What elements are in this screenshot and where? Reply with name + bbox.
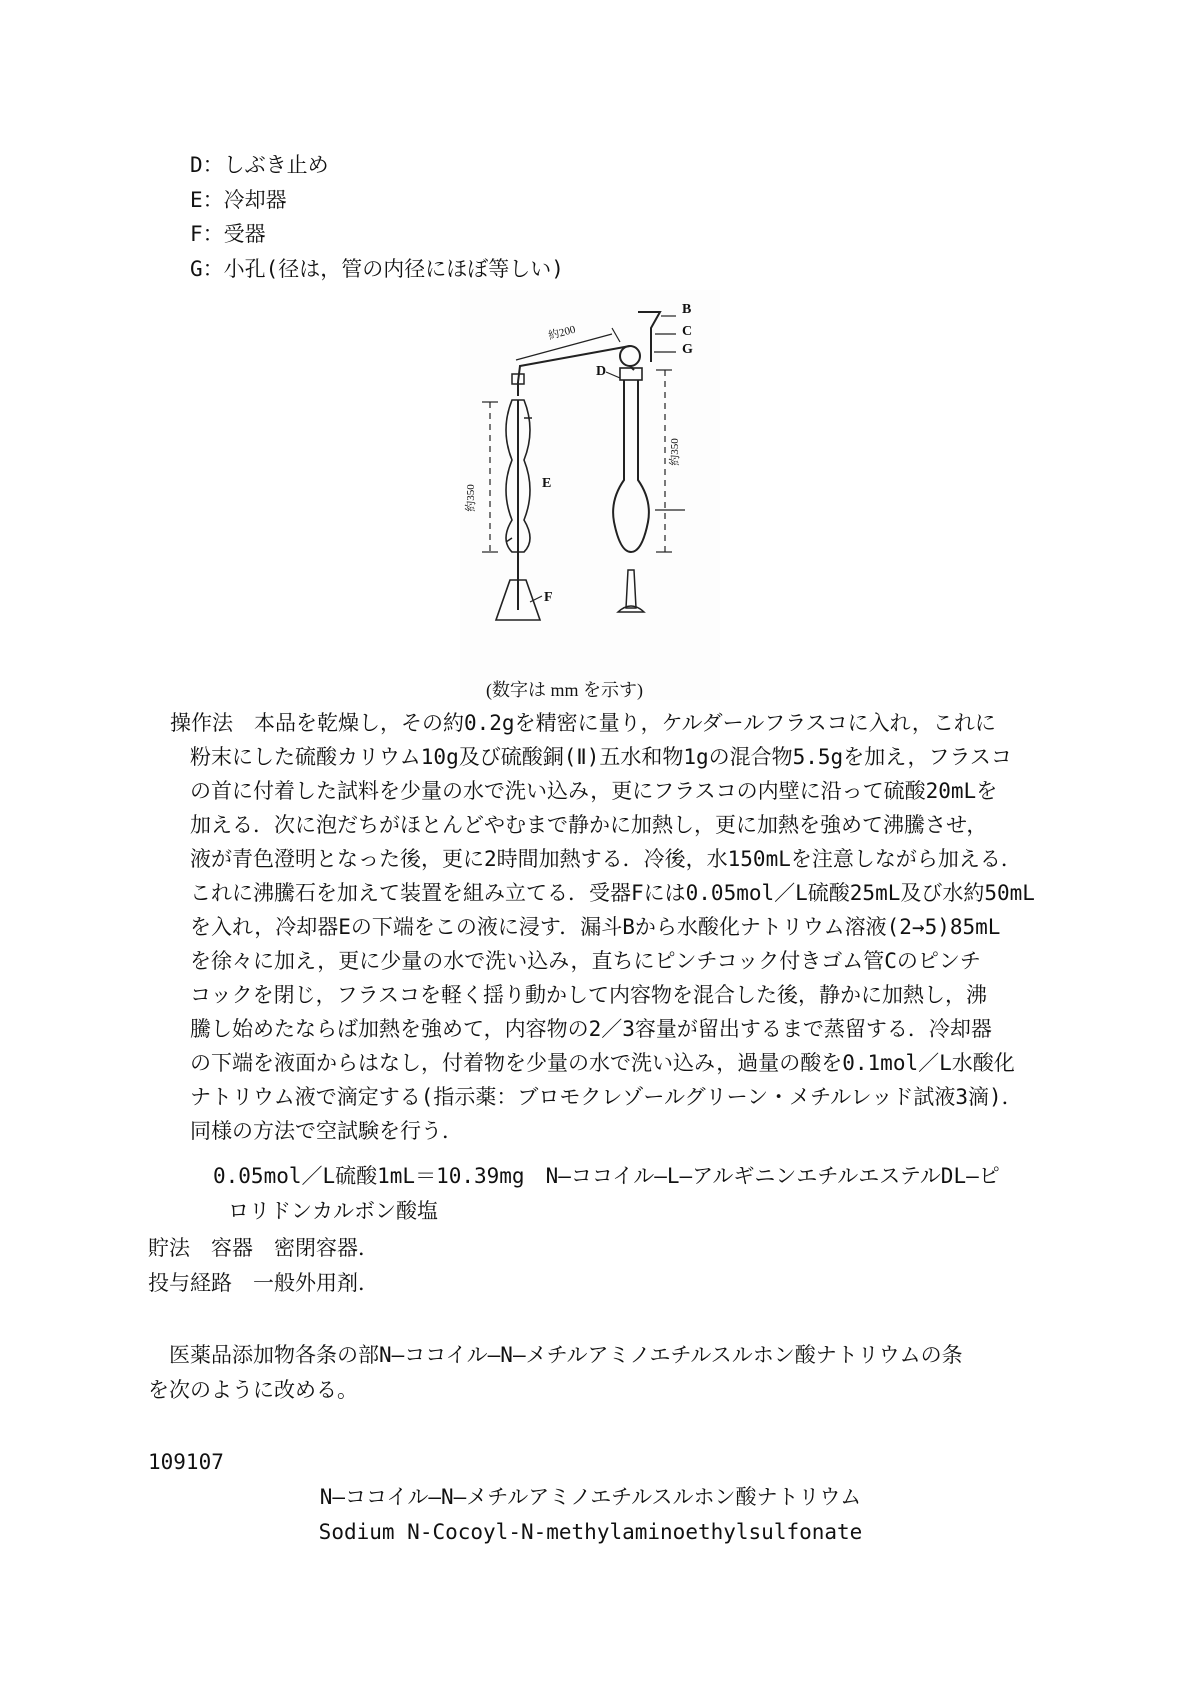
- procedure-line-11: の下端を液面からはなし，付着物を少量の水で洗い込み，過量の酸を0.1mol／L水酸化: [190, 1051, 1015, 1075]
- amendment-line-2: を次のように改める。: [148, 1378, 358, 1402]
- item-code: 109107: [148, 1450, 224, 1474]
- procedure-line-10: 騰し始めたならば加熱を強めて，内容物の2／3容量が留出するまで蒸留する．冷却器: [190, 1017, 992, 1041]
- storage-line: 貯法 容器 密閉容器．: [148, 1236, 379, 1260]
- legend-d: D：しぶき止め: [190, 153, 329, 177]
- label-d: D: [596, 364, 607, 379]
- procedure-line-6: これに沸騰石を加えて装置を組み立てる．受器Fには0.05mol／L硫酸25mL及び水約50mL: [190, 881, 1035, 905]
- legend-e: E：冷却器: [190, 188, 287, 212]
- formula-line-2: ロリドンカルボン酸塩: [228, 1199, 438, 1223]
- label-g: G: [682, 342, 693, 357]
- procedure-line-12: ナトリウム液で滴定する(指示薬：ブロモクレゾールグリーン・メチルレッド試液3滴)．: [190, 1085, 1023, 1109]
- procedure-line-9: コックを閉じ，フラスコを軽く揺り動かして内容物を混合した後，静かに加熱し，沸: [190, 983, 987, 1007]
- label-b: B: [682, 302, 692, 317]
- label-f: F: [544, 590, 553, 605]
- route-line: 投与経路 一般外用剤．: [148, 1271, 379, 1295]
- legend-f: F：受器: [190, 222, 266, 246]
- procedure-line-3: の首に付着した試料を少量の水で洗い込み，更にフラスコの内壁に沿って硫酸20mLを: [190, 779, 998, 803]
- dim-right: 約350: [668, 438, 681, 466]
- formula-line-1: 0.05mol／L硫酸1mL＝10.39mg N—ココイル—L—アルギニンエチルエステルDL—ピ: [213, 1164, 1000, 1188]
- procedure-line-4: 加える．次に泡だちがほとんどやむまで静かに加熱し，更に加熱を強めて沸騰させ，: [190, 813, 988, 837]
- procedure-line-8: を徐々に加え，更に少量の水で洗い込み，直ちにピンチコック付きゴム管Cのピンチ: [190, 949, 981, 973]
- amendment-line-1: 医薬品添加物各条の部N—ココイル—N—メチルアミノエチルスルホン酸ナトリウムの条: [148, 1343, 963, 1367]
- legend-g: G：小孔(径は，管の内径にほぼ等しい): [190, 257, 564, 281]
- dim-left: 約350: [464, 484, 477, 512]
- procedure-line-5: 液が青色澄明となった後，更に2時間加熱する．冷後，水150mLを注意しながら加える．: [190, 847, 1022, 871]
- procedure-line-7: を入れ，冷却器Eの下端をこの液に浸す．漏斗Bから水酸化ナトリウム溶液(2→5)85mL: [190, 915, 1001, 939]
- label-e: E: [542, 476, 552, 491]
- dim-top: 約200: [547, 323, 577, 343]
- procedure-line-2: 粉末にした硫酸カリウム10g及び硫酸銅(Ⅱ)五水和物1gの混合物5.5gを加え，フラスコ: [190, 745, 1012, 769]
- label-c: C: [682, 324, 693, 339]
- procedure-line-1: 操作法 本品を乾燥し，その約0.2gを精密に量り，ケルダールフラスコに入れ，これに: [170, 711, 996, 735]
- apparatus-figure: [460, 290, 720, 700]
- procedure-line-13: 同様の方法で空試験を行う．: [190, 1119, 463, 1143]
- title-english: Sodium N-Cocoyl-N-methylaminoethylsulfonate: [318, 1520, 863, 1544]
- title-japanese: N—ココイル—N—メチルアミノエチルスルホン酸ナトリウム: [319, 1485, 862, 1509]
- figure-caption: (数字は mm を示す): [486, 680, 643, 700]
